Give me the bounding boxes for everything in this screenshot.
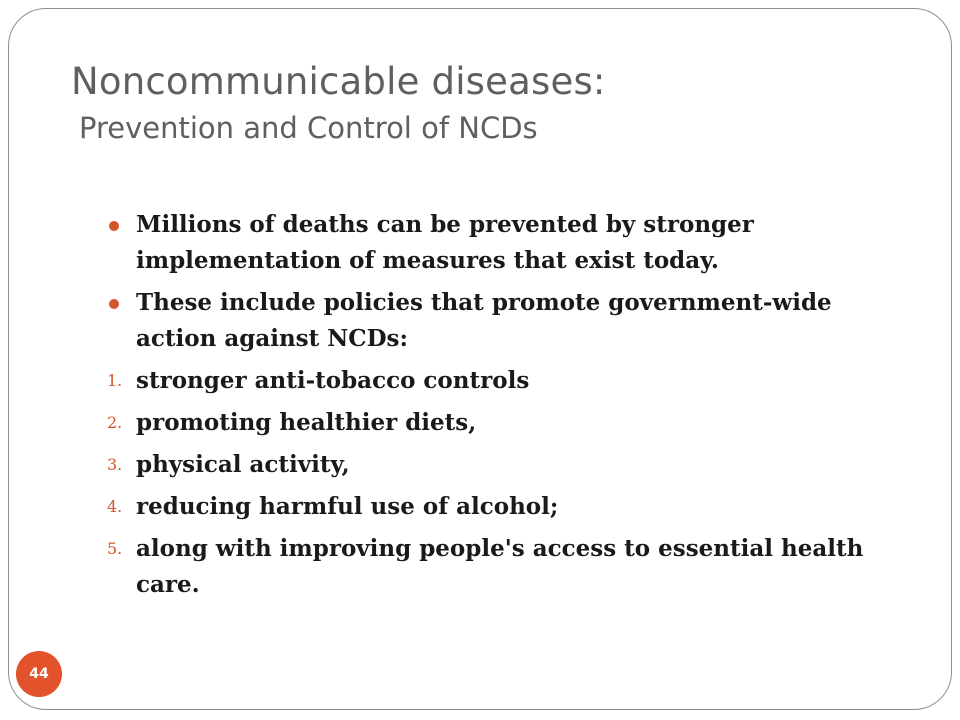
- title-main: Noncommunicable diseases:: [71, 60, 606, 103]
- item-number: 5.: [107, 539, 123, 558]
- numbered-item: [107, 531, 907, 603]
- numbered-item: [107, 447, 907, 483]
- item-number: 1.: [107, 371, 123, 390]
- bullet-item: [107, 207, 907, 279]
- item-text: reducing harmful use of alcohol;: [136, 493, 559, 520]
- item-number: 3.: [107, 455, 123, 474]
- numbered-item: [107, 489, 907, 525]
- bullet-text: Millions of deaths can be prevented by stronger implementation of measures that exist today.: [136, 211, 754, 274]
- slide-content: [107, 207, 907, 609]
- numbered-item: [107, 363, 907, 399]
- numbered-item: [107, 405, 907, 441]
- item-text: stronger anti-tobacco controls: [136, 367, 530, 394]
- bullet-dot-icon: [109, 221, 119, 231]
- page-number-badge: 44: [16, 651, 62, 697]
- item-text: physical activity,: [136, 451, 350, 478]
- slide-title: [71, 61, 606, 145]
- item-number: 2.: [107, 413, 123, 432]
- item-text: promoting healthier diets,: [136, 409, 477, 436]
- bullet-item: [107, 285, 907, 357]
- bullet-text: These include policies that promote government-wide action against NCDs:: [136, 289, 832, 352]
- item-text: along with improving people's access to essential health care.: [136, 535, 864, 598]
- title-subtitle: Prevention and Control of NCDs: [79, 110, 538, 145]
- item-number: 4.: [107, 497, 123, 516]
- bullet-dot-icon: [109, 299, 119, 309]
